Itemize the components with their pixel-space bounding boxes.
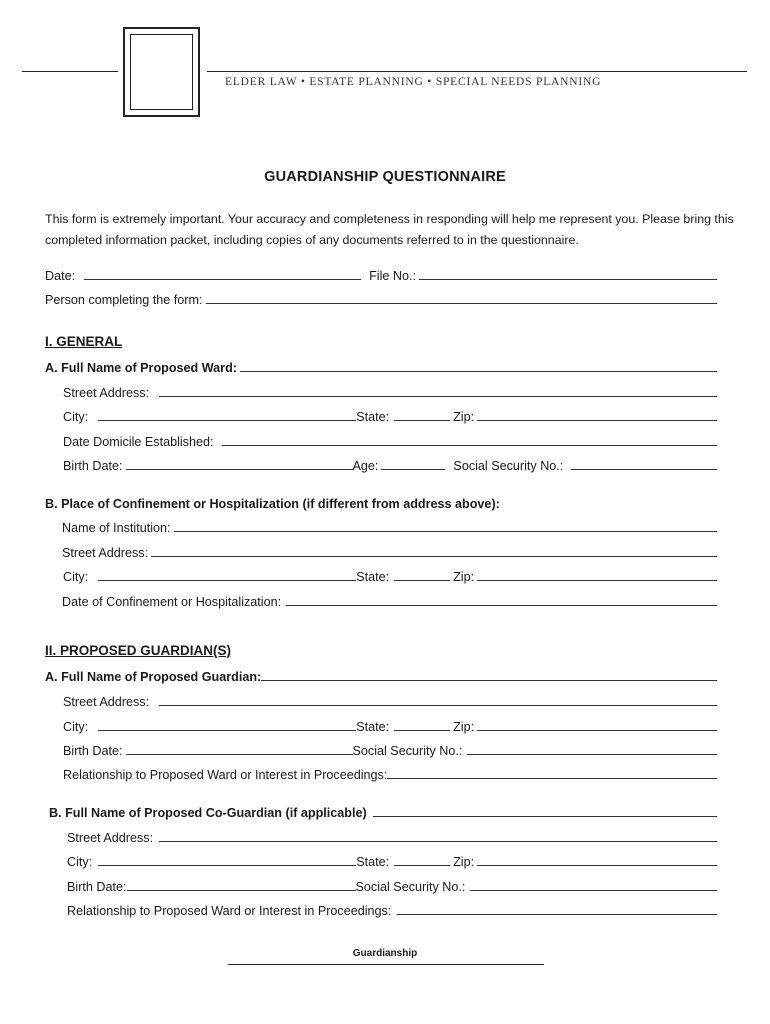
footer-rule bbox=[228, 964, 544, 965]
date-row bbox=[45, 265, 717, 283]
ward-age-label: Age: bbox=[352, 459, 379, 473]
ward-ssn-label: Social Security No.: bbox=[453, 459, 564, 473]
guardian-street-row bbox=[63, 691, 717, 709]
intro-paragraph: This form is extremely important. Your accuracy and completeness in responding will help me represent you. Please bring this completed information packet, including copies of any documents referred to in the questionnaire. bbox=[45, 212, 734, 247]
guardian-relationship-label: Relationship to Proposed Ward or Interest in Proceedings: bbox=[63, 768, 388, 782]
co-guardian-state-field[interactable] bbox=[394, 865, 450, 866]
co-guardian-birth-label: Birth Date: bbox=[67, 880, 127, 894]
confinement-heading-row bbox=[45, 493, 717, 511]
confinement-date-row bbox=[62, 591, 717, 609]
co-guardian-ssn-label: Social Security No.: bbox=[355, 880, 466, 894]
co-guardian-zip-field[interactable] bbox=[477, 865, 717, 866]
confinement-heading: B. Place of Confinement or Hospitalization (if different from address above): bbox=[45, 497, 500, 511]
ward-age-field[interactable] bbox=[381, 469, 445, 470]
co-guardian-city-label: City: bbox=[67, 855, 93, 869]
guardian-street-label: Street Address: bbox=[63, 695, 150, 709]
file-no-label: File No.: bbox=[369, 269, 416, 283]
co-guardian-birth-field[interactable] bbox=[127, 890, 356, 891]
co-guardian-street-label: Street Address: bbox=[67, 831, 154, 845]
co-guardian-name-field[interactable] bbox=[373, 816, 717, 817]
ward-state-field[interactable] bbox=[394, 420, 450, 421]
co-guardian-street-row bbox=[67, 827, 717, 845]
header-rule-left bbox=[22, 71, 118, 72]
guardian-ssn-field[interactable] bbox=[467, 754, 717, 755]
co-guardian-zip-label: Zip: bbox=[453, 855, 475, 869]
institution-row bbox=[62, 517, 717, 535]
ward-state-label: State: bbox=[356, 410, 390, 424]
confinement-date-field[interactable] bbox=[286, 605, 717, 606]
ward-domicile-label: Date Domicile Established: bbox=[63, 435, 214, 449]
header-tagline: ELDER LAW • ESTATE PLANNING • SPECIAL NEEDS PLANNING bbox=[225, 76, 602, 88]
confinement-city-row bbox=[63, 566, 717, 584]
guardian-zip-label: Zip: bbox=[453, 720, 475, 734]
co-guardian-name-row bbox=[49, 802, 717, 820]
confinement-street-row bbox=[62, 542, 717, 560]
guardian-zip-field[interactable] bbox=[477, 730, 717, 731]
co-guardian-birth-row bbox=[67, 876, 717, 894]
ward-domicile-row bbox=[63, 431, 717, 449]
ward-street-field[interactable] bbox=[159, 396, 717, 397]
guardian-city-field[interactable] bbox=[98, 730, 356, 731]
guardian-city-label: City: bbox=[63, 720, 89, 734]
guardian-street-field[interactable] bbox=[159, 705, 717, 706]
ward-city-row bbox=[63, 406, 717, 424]
co-guardian-name-label: B. Full Name of Proposed Co-Guardian (if applicable) bbox=[49, 806, 367, 820]
section-guardian-heading: II. PROPOSED GUARDIAN(S) bbox=[45, 643, 232, 658]
file-no-field[interactable] bbox=[419, 279, 717, 280]
guardian-state-label: State: bbox=[356, 720, 390, 734]
confinement-city-field[interactable] bbox=[98, 580, 356, 581]
ward-name-row bbox=[45, 357, 717, 375]
guardian-ssn-label: Social Security No.: bbox=[352, 744, 463, 758]
ward-domicile-field[interactable] bbox=[222, 445, 718, 446]
confinement-state-field[interactable] bbox=[394, 580, 450, 581]
ward-ssn-field[interactable] bbox=[571, 469, 717, 470]
logo-inner-frame bbox=[130, 34, 193, 110]
guardian-name-label: A. Full Name of Proposed Guardian: bbox=[45, 670, 262, 684]
ward-street-label: Street Address: bbox=[63, 386, 150, 400]
co-guardian-relationship-label: Relationship to Proposed Ward or Interest in Proceedings: bbox=[67, 904, 392, 918]
guardian-state-field[interactable] bbox=[394, 730, 450, 731]
co-guardian-relationship-row bbox=[67, 900, 717, 918]
co-guardian-relationship-field[interactable] bbox=[397, 914, 717, 915]
person-label: Person completing the form: bbox=[45, 293, 203, 307]
ward-birth-row bbox=[63, 455, 717, 473]
person-field[interactable] bbox=[206, 303, 718, 304]
ward-zip-label: Zip: bbox=[453, 410, 475, 424]
confinement-city-label: City: bbox=[63, 570, 89, 584]
confinement-zip-field[interactable] bbox=[477, 580, 717, 581]
footer-label: Guardianship bbox=[352, 948, 418, 959]
ward-city-field[interactable] bbox=[98, 420, 356, 421]
co-guardian-city-field[interactable] bbox=[98, 865, 356, 866]
co-guardian-city-row bbox=[67, 851, 717, 869]
person-row bbox=[45, 289, 717, 307]
section-general-heading: I. GENERAL bbox=[45, 334, 123, 349]
ward-birth-field[interactable] bbox=[126, 469, 353, 470]
page-title: GUARDIANSHIP QUESTIONNAIRE bbox=[264, 169, 506, 185]
co-guardian-street-field[interactable] bbox=[159, 841, 717, 842]
co-guardian-ssn-field[interactable] bbox=[470, 890, 717, 891]
guardian-relationship-field[interactable] bbox=[387, 778, 717, 779]
confinement-date-label: Date of Confinement or Hospitalization: bbox=[62, 595, 282, 609]
confinement-street-label: Street Address: bbox=[62, 546, 149, 560]
confinement-state-label: State: bbox=[356, 570, 390, 584]
logo-frame bbox=[123, 27, 200, 117]
date-label: Date: bbox=[45, 269, 76, 283]
ward-zip-field[interactable] bbox=[477, 420, 717, 421]
institution-field[interactable] bbox=[174, 531, 718, 532]
guardian-city-row bbox=[63, 716, 717, 734]
guardian-name-row bbox=[45, 666, 717, 684]
ward-city-label: City: bbox=[63, 410, 89, 424]
guardian-birth-row bbox=[63, 740, 717, 758]
date-field[interactable] bbox=[84, 279, 361, 280]
header-rule-right bbox=[207, 71, 747, 72]
guardian-birth-field[interactable] bbox=[126, 754, 353, 755]
confinement-zip-label: Zip: bbox=[453, 570, 475, 584]
ward-name-field[interactable] bbox=[240, 371, 717, 372]
confinement-street-field[interactable] bbox=[151, 556, 717, 557]
ward-name-label: A. Full Name of Proposed Ward: bbox=[45, 361, 237, 375]
guardian-name-field[interactable] bbox=[261, 680, 717, 681]
guardian-relationship-row bbox=[63, 764, 717, 782]
ward-birth-label: Birth Date: bbox=[63, 459, 123, 473]
ward-street-row bbox=[63, 382, 717, 400]
guardian-birth-label: Birth Date: bbox=[63, 744, 123, 758]
co-guardian-state-label: State: bbox=[356, 855, 390, 869]
institution-label: Name of Institution: bbox=[62, 521, 171, 535]
